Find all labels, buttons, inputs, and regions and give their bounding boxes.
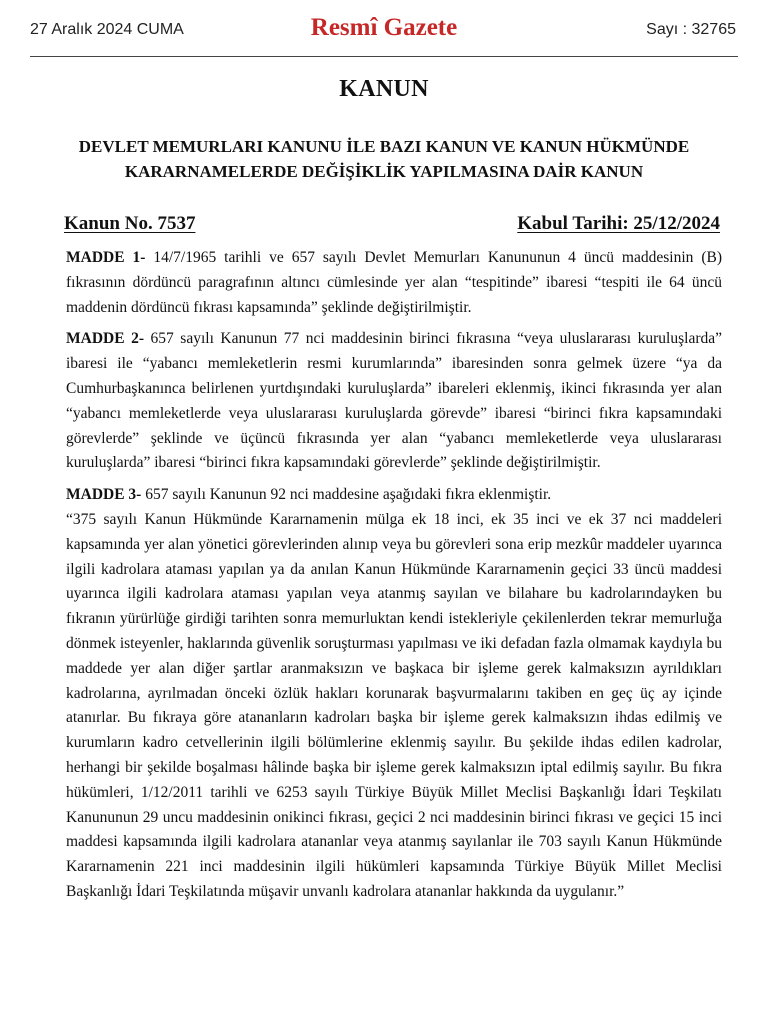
article-2 <box>66 327 722 476</box>
article-text: 14/7/1965 tarihli ve 657 sayılı Devlet Memurları Kanununun 4 üncü maddesinin (B) fıkrasının dördüncü paragrafının altıncı cümlesinde yer alan “tespitinde” ibaresi “tespiti ile 64 üncü maddenin dördüncü fıkrası kapsamında” şeklinde değiştirilmiştir. <box>66 249 722 316</box>
law-body <box>66 246 722 912</box>
article-text: 657 sayılı Kanunun 92 nci maddesine aşağıdaki fıkra eklenmiştir. <box>141 486 552 504</box>
law-number: Kanun No. 7537 <box>64 213 196 234</box>
article-3 <box>66 483 722 508</box>
gazette-name: Resmî Gazete <box>310 14 458 41</box>
article-label: MADDE 2- <box>66 330 144 348</box>
gazette-header <box>0 0 768 58</box>
issue-number: Sayı : 32765 <box>646 21 736 38</box>
header-divider <box>30 56 738 57</box>
law-title <box>40 134 728 184</box>
law-title-line-2: KARARNAMELERDE DEĞİŞİKLİK YAPILMASINA DAİR KANUN <box>124 162 644 181</box>
document-type: KANUN <box>339 76 429 102</box>
law-title-line-1: DEVLET MEMURLARI KANUNU İLE BAZI KANUN VE KANUN HÜKMÜNDE <box>78 137 690 156</box>
article-3-added-paragraph: “375 sayılı Kanun Hükmünde Kararnamenin mülga ek 18 inci, ek 35 inci ve ek 37 nci maddeleri kapsamında yer alan yönetici görevlerinden alınıp veya bu görevleri sona erip mezkûr maddeler uyarınca ilgili kadrolara ataması yapılan ya da anılan Kanun Hükmünde Kararnamenin geçici 33 üncü maddesi uyarınca ilgili kadrolara ataması yapılan veya atanmış sayılan ve bilahare bu kadrolarındayken bu fıkranın yürürlüğe girdiği tarihten sonra memurluktan kendi istekleriyle çekilenlerden tekrar memurluğa dönmek isteyenler, haklarında güvenlik soruşturması yapılması ve iki defadan fazla olmamak kaydıyla bu maddede yer alan diğer şartlar aranmaksızın ve başkaca bir işleme gerek kalmaksızın ayrıldıkları kadrolarına, ayrılmadan önceki özlük hakları korunarak başvurmalarını takiben en geç üç ay içinde atanırlar. Bu fıkraya göre atananların kadroları başka bir işleme gerek kalmaksızın ihdas edilmiş ve kurumların kadro cetvellerinin ilgili bölümlerine eklenmiş sayılır. Bu şekilde ihdas edilen kadrolar, herhangi bir şekilde boşalması hâlinde başka bir işleme gerek kalmaksızın iptal edilmiş sayılır. Bu fıkra hükümleri, 1/12/2011 tarihli ve 6253 sayılı Türkiye Büyük Millet Meclisi Başkanlığı İdari Teşkilatı Kanununun 29 uncu maddesinin onikinci fıkrası, geçici 2 nci maddesinin birinci fıkrası ve geçici 15 inci maddesi kapsamında ilgili kadrolara atananlar veya atanmış sayılanlar ile 703 sayılı Kanun Hükmünde Kararnamenin 221 inci maddesinin ilgili hükümleri kapsamında Türkiye Büyük Millet Meclisi Başkanlığı İdari Teşkilatında müşavir unvanlı kadrolara atananlar hakkında da uygulanır.” <box>66 510 722 900</box>
publication-date: 27 Aralık 2024 CUMA <box>30 21 184 38</box>
article-label: MADDE 1- <box>66 249 146 266</box>
article-1 <box>66 246 722 320</box>
article-text: 657 sayılı Kanunun 77 nci maddesinin birinci fıkrasına “veya uluslararası kuruluşlarda” ibaresi ile “yabancı memleketlerin resmi kurumlarında” ibaresinden sonra gelmek üzere “ya da Cumhurbaşkanınca belirlenen yurtdışındaki kuruluşlarda” ibareleri eklenmiş, ikinci fıkrasında yer alan “yabancı memleketlerde veya uluslararası kuruluşlarda görevde” ibaresi “birinci fıkra kapsamındaki görevlerde” şeklinde ve üçüncü fıkrasında yer alan “yabancı memleketlerde veya uluslararası kuruluşlarda” ibaresi “birinci fıkra kapsamındaki görevlerde” şeklinde değiştirilmiştir. <box>66 330 722 472</box>
acceptance-date: Kabul Tarihi: 25/12/2024 <box>517 213 720 234</box>
law-meta <box>64 213 720 239</box>
article-label: MADDE 3- <box>66 486 142 504</box>
